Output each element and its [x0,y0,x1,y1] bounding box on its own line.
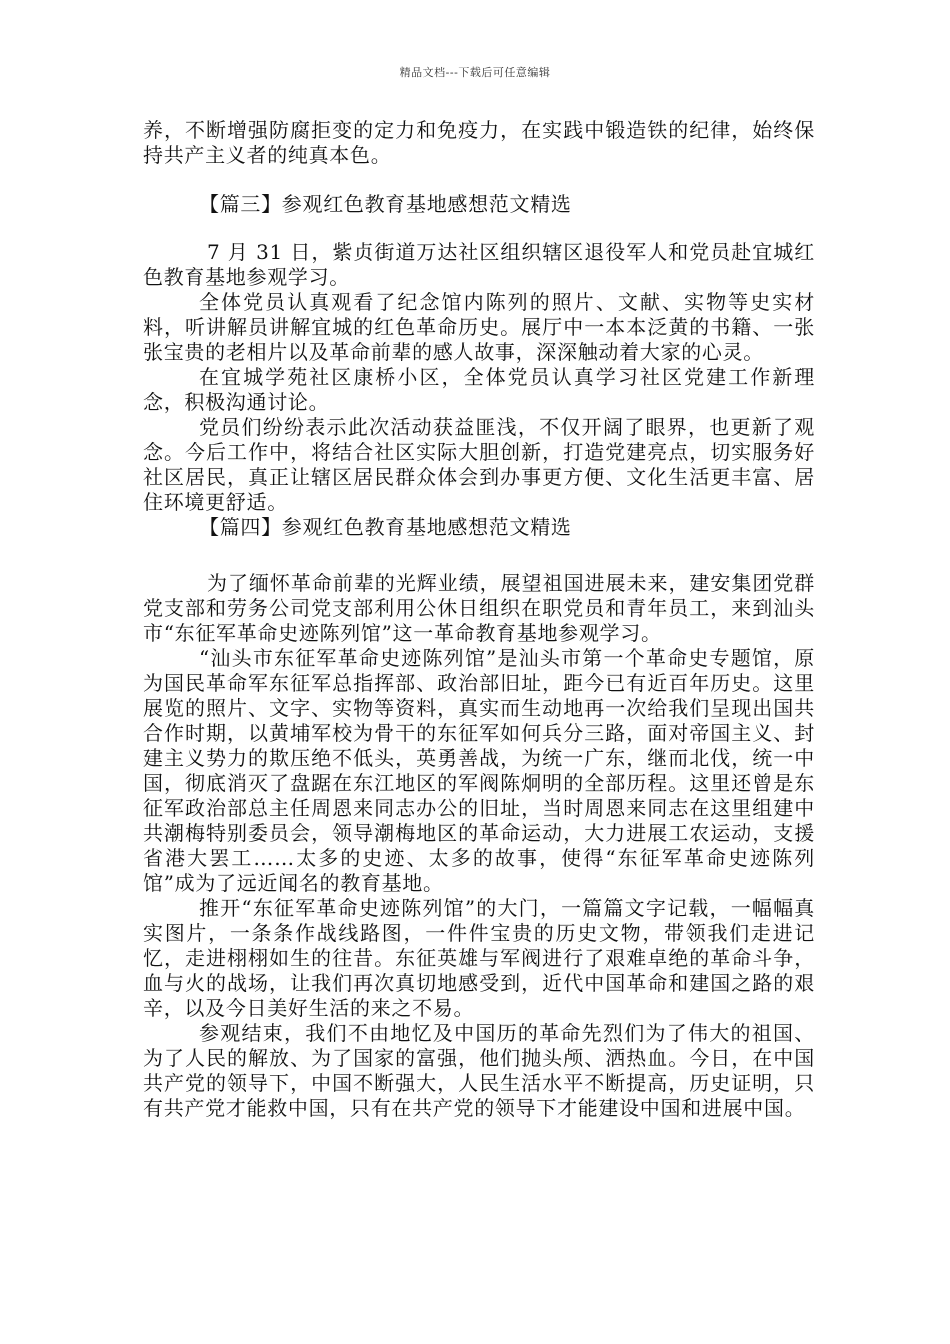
paragraph: 党员们纷纷表示此次活动获益匪浅，不仅开阔了眼界，也更新了观念。今后工作中，将结合社区实际大胆创新，打造党建亮点，切实服务好社区居民，真正让辖区居民群众体会到办事更方便、文化生活更丰富、居住环境更舒适。 [143,415,815,514]
paragraph: 全体党员认真观看了纪念馆内陈列的照片、文献、实物等史实材料，听讲解员讲解宜城的红色革命历史。展厅中一本本泛黄的书籍、一张张宝贵的老相片以及革命前辈的感人故事，深深触动着大家的心灵。 [143,290,815,364]
section-heading-4: 【篇四】参观红色教育基地感想范文精选 [199,515,572,539]
document-body [143,118,815,1121]
section-heading-3: 【篇三】参观红色教育基地感想范文精选 [199,192,572,216]
paragraph: 在宜城学苑社区康桥小区，全体党员认真学习社区党建工作新理念，积极沟通讨论。 [143,365,815,414]
paragraph: “汕头市东征军革命史迹陈列馆”是汕头市第一个革命史专题馆，原为国民革命军东征军总指挥部、政治部旧址，距今已有近百年历史。这里展览的照片、文字、实物等资料，真实而生动地再一次给我们呈现出国共合作时期，以黄埔军校为骨干的东征军如何兵分三路，面对帝国主义、封建主义势力的欺压绝不低头，英勇善战，为统一广东，继而北伐，统一中国，彻底消灭了盘踞在东江地区的军阀陈炯明的全部历程。这里还曾是东征军政治部总主任周恩来同志办公的旧址，当时周恩来同志在这里组建中共潮梅特别委员会，领导潮梅地区的革命运动，大力进展工农运动，支援省港大罢工……太多的史迹、太多的故事，使得“东征军革命史迹陈列馆”成为了远近闻名的教育基地。 [143,646,815,895]
paragraph: 7 月 31 日，紫贞街道万达社区组织辖区退役军人和党员赴宜城红色教育基地参观学习。 [143,240,815,289]
paragraph: 推开“东征军革命史迹陈列馆”的大门，一篇篇文字记载，一幅幅真实图片，一条条作战线路图，一件件宝贵的历史文物，带领我们走进记忆，走进栩栩如生的往昔。东征英雄与军阀进行了艰难卓绝的革命斗争，血与火的战场，让我们再次真切地感受到，近代中国革命和建国之路的艰辛，以及今日美好生活的来之不易。 [143,896,815,1020]
continuation-paragraph: 养，不断增强防腐拒变的定力和免疫力，在实践中锻造铁的纪律，始终保持共产主义者的纯真本色。 [143,118,815,167]
page-header: 精品文档---下载后可任意编辑 [399,66,551,79]
paragraph: 为了缅怀革命前辈的光辉业绩，展望祖国进展未来，建安集团党群党支部和劳务公司党支部利用公休日组织在职党员和青年员工，来到汕头市“东征军革命史迹陈列馆”这一革命教育基地参观学习。 [143,571,815,645]
paragraph: 参观结束，我们不由地忆及中国历的革命先烈们为了伟大的祖国、为了人民的解放、为了国家的富强，他们抛头颅、洒热血。今日，在中国共产党的领导下，中国不断强大，人民生活水平不断提高，历史证明，只有共产党才能救中国，只有在共产党的领导下才能建设中国和进展中国。 [143,1021,815,1120]
